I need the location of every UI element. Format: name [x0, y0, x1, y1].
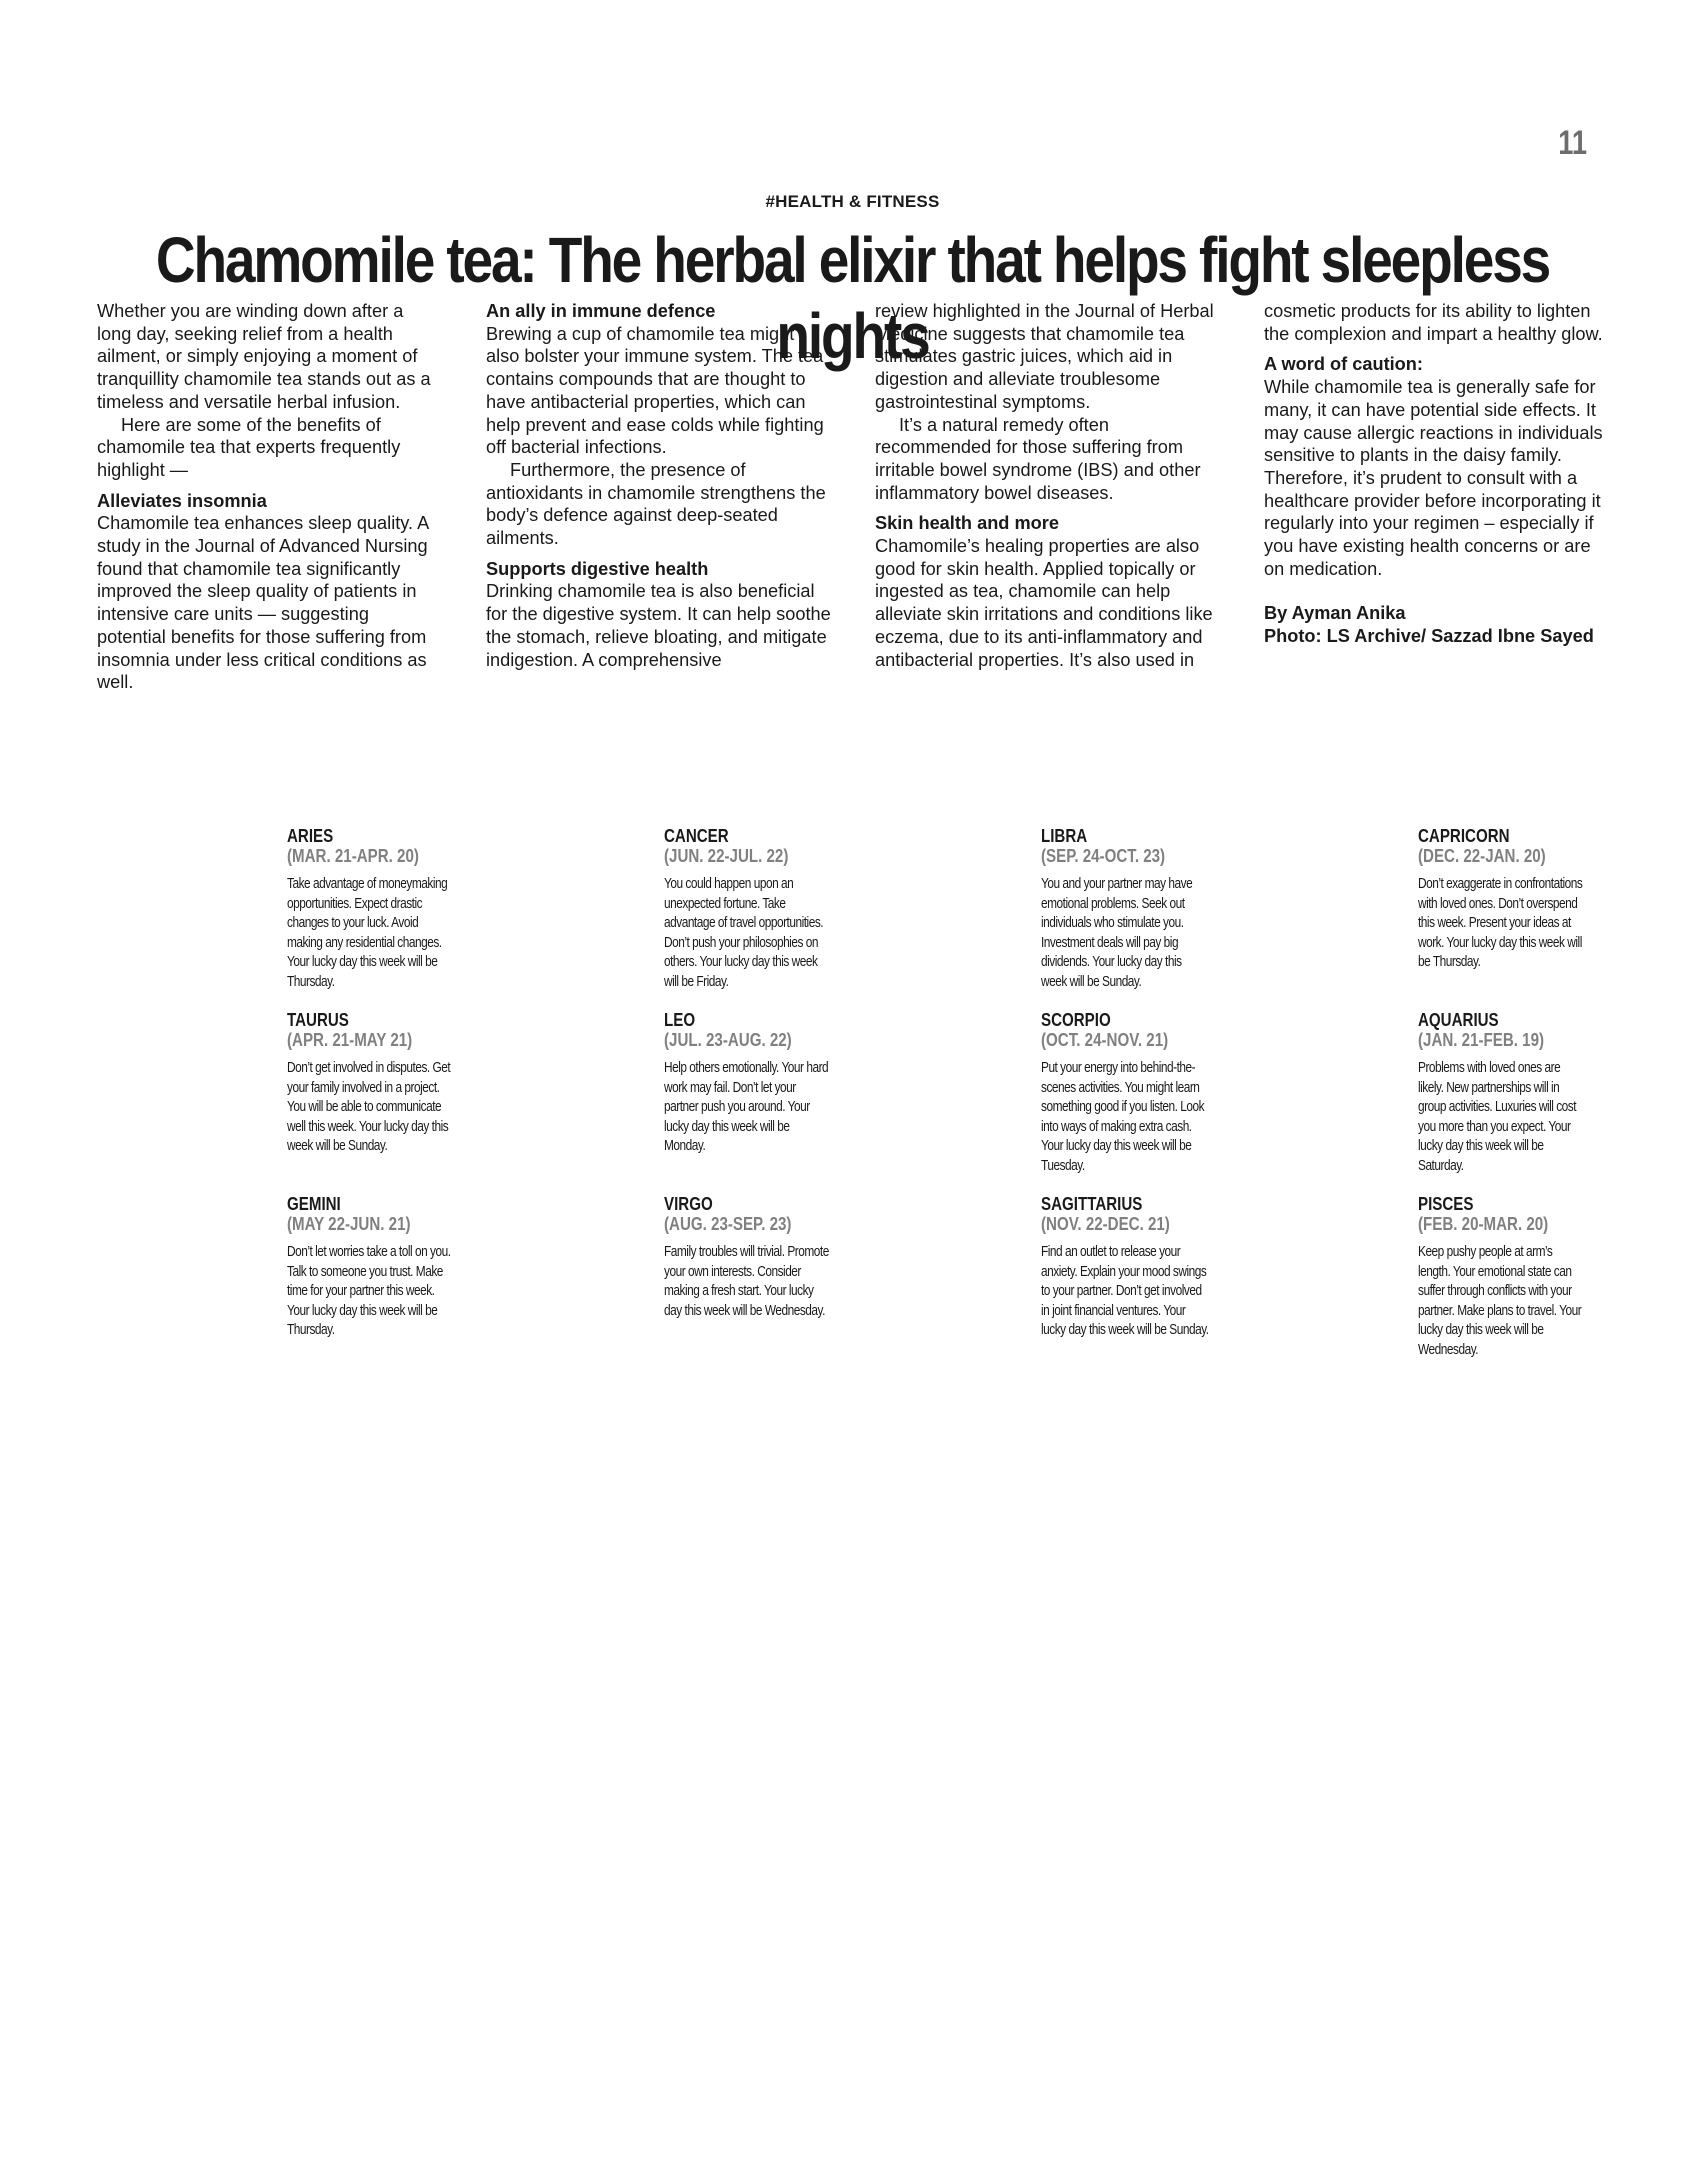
- paragraph: Here are some of the benefits of chamomile tea that experts frequently highlight —: [97, 414, 401, 480]
- sign-dates: (JAN. 21-FEB. 19): [1418, 1030, 1545, 1050]
- paragraph: Drinking chamomile tea is also beneficial for the digestive system. It can help soothe the stomach, relieve bloating, and mitigate indigestion. A comprehensive: [486, 581, 831, 670]
- sign-text: Take advantage of moneymaking opportunities. Expect drastic changes to your luck. Avoid making any residential changes. Your lucky day this week will be Thursday.: [287, 876, 448, 990]
- paragraph: Chamomile’s healing properties are also good for skin health. Applied topically or ingested as tea, chamomile can help alleviate skin irritations and conditions like eczema, due to its anti-inflammatory and antibacterial properties. It’s also used in: [875, 536, 1213, 670]
- author: By Ayman Anika: [1264, 603, 1406, 624]
- sign-name: PISCES: [1418, 1194, 1474, 1214]
- paragraph: Chamomile tea enhances sleep quality. A study in the Journal of Advanced Nursing found that chamomile tea significantly improved the sleep quality of patients in intensive care units — suggesting potential benefits for those suffering from insomnia under less critical conditions as well.: [97, 513, 429, 693]
- sign-dates: (AUG. 23-SEP. 23): [664, 1214, 792, 1234]
- sign-text: Keep pushy people at arm’s length. Your emotional state can suffer through conflicts with your partner. Make plans to travel. Your lucky day this week will be Wednesday.: [1418, 1244, 1582, 1358]
- paragraph: cosmetic products for its ability to lighten the complexion and impart a healthy glow.: [1264, 301, 1603, 344]
- horoscope-virgo: [664, 1194, 854, 1360]
- sign-text: You and your partner may have emotional problems. Seek out individuals who stimulate you. Investment deals will pay big dividends. Your lucky day this week will be Sunday.: [1041, 876, 1193, 990]
- sign-dates: (NOV. 22-DEC. 21): [1041, 1214, 1170, 1234]
- headline: Chamomile tea: The herbal elixir that helps fight sleepless nights: [155, 224, 1550, 372]
- horoscope-grid: [287, 826, 1617, 1360]
- paragraph: Furthermore, the presence of antioxidants in chamomile strengthens the body’s defence against deep-seated ailments.: [486, 459, 826, 549]
- horoscope-aquarius: [1418, 1010, 1608, 1176]
- horoscope-cancer: [664, 826, 854, 992]
- sign-name: VIRGO: [664, 1194, 713, 1214]
- sign-text: Don’t let worries take a toll on you. Talk to someone you trust. Make time for your partner this week. Your lucky day this week will be Thursday.: [287, 1244, 451, 1338]
- photo-credit: Photo: LS Archive/ Sazzad Ibne Sayed: [1264, 626, 1594, 647]
- sign-name: CAPRICORN: [1418, 826, 1510, 846]
- sign-text: Don’t get involved in disputes. Get your family involved in a project. You will be able to communicate well this week. Your lucky day this week will be Sunday.: [287, 1060, 451, 1154]
- horoscope-aries: [287, 826, 477, 992]
- subheading: An ally in immune defence: [486, 301, 716, 321]
- sign-dates: (JUN. 22-JUL. 22): [664, 846, 789, 866]
- horoscope-taurus: [287, 1010, 477, 1176]
- sign-name: CANCER: [664, 826, 729, 846]
- sign-text: Don’t exaggerate in confrontations with loved ones. Don’t overspend this week. Present your ideas at work. Your lucky day this week will be Thursday.: [1418, 876, 1583, 970]
- sign-text: You could happen upon an unexpected fortune. Take advantage of travel opportunities. Don’t push your philosophies on others. Your lucky day this week will be Friday.: [664, 876, 824, 990]
- sign-name: ARIES: [287, 826, 334, 846]
- sign-name: AQUARIUS: [1418, 1010, 1499, 1030]
- paragraph: review highlighted in the Journal of Herbal Medicine suggests that chamomile tea stimulates gastric juices, which aid in digestion and alleviate troublesome gastrointestinal symptoms.: [875, 301, 1214, 412]
- sign-name: LIBRA: [1041, 826, 1088, 846]
- byline: [1264, 602, 1609, 647]
- article-column-1: [97, 300, 442, 694]
- horoscope-libra: [1041, 826, 1231, 992]
- sign-text: Problems with loved ones are likely. New partnerships will in group activities. Luxuries will cost you more than you expect. Your lucky day this week will be Saturday.: [1418, 1060, 1577, 1174]
- horoscope-leo: [664, 1010, 854, 1176]
- paragraph: While chamomile tea is generally safe for many, it can have potential side effects. It may cause allergic reactions in individuals sensitive to plants in the daisy family. Therefore, it’s prudent to consult with a healthcare provider before incorporating it regularly into your regimen – especially if you have existing health concerns or are on medication.: [1264, 377, 1603, 579]
- horoscope-capricorn: [1418, 826, 1608, 992]
- sign-text: Find an outlet to release your anxiety. Explain your mood swings to your partner. Don’t get involved in joint financial ventures. Your lucky day this week will be Sunday.: [1041, 1244, 1209, 1338]
- horoscope-gemini: [287, 1194, 477, 1360]
- sign-dates: (OCT. 24-NOV. 21): [1041, 1030, 1169, 1050]
- horoscope-pisces: [1418, 1194, 1608, 1360]
- sign-dates: (MAR. 21-APR. 20): [287, 846, 419, 866]
- sign-dates: (APR. 21-MAY 21): [287, 1030, 413, 1050]
- paragraph: It’s a natural remedy often recommended for those suffering from irritable bowel syndrome (IBS) and other inflammatory bowel diseases.: [875, 414, 1201, 503]
- sign-text: Family troubles will trivial. Promote your own interests. Consider making a fresh start. Your lucky day this week will be Wednesday.: [664, 1244, 829, 1319]
- subheading: A word of caution:: [1264, 354, 1423, 375]
- section-tag: #HEALTH & FITNESS: [765, 192, 940, 211]
- subheading: Alleviates insomnia: [97, 490, 267, 511]
- subheading: Supports digestive health: [486, 558, 709, 579]
- paragraph: Whether you are winding down after a long day, seeking relief from a health ailment, or simply enjoying a moment of tranquillity chamomile tea stands out as a timeless and versatile herbal infusion.: [97, 301, 431, 412]
- sign-name: TAURUS: [287, 1010, 349, 1030]
- sign-dates: (JUL. 23-AUG. 22): [664, 1030, 792, 1050]
- article-column-4: [1264, 300, 1609, 694]
- sign-dates: (SEP. 24-OCT. 23): [1041, 846, 1166, 866]
- page-number: 11: [1558, 124, 1587, 162]
- sign-dates: (MAY 22-JUN. 21): [287, 1214, 411, 1234]
- sign-text: Put your energy into behind-the-scenes activities. You might learn something good if you listen. Look into ways of making extra cash. Your lucky day this week will be Tuesday.: [1041, 1060, 1205, 1174]
- sign-dates: (FEB. 20-MAR. 20): [1418, 1214, 1549, 1234]
- sign-name: LEO: [664, 1010, 696, 1030]
- article-column-2: [486, 300, 831, 694]
- horoscope-scorpio: [1041, 1010, 1231, 1176]
- article-column-3: [875, 300, 1220, 694]
- sign-name: GEMINI: [287, 1194, 341, 1214]
- subheading: Skin health and more: [875, 513, 1059, 534]
- sign-name: SAGITTARIUS: [1041, 1194, 1143, 1214]
- sign-text: Help others emotionally. Your hard work may fail. Don’t let your partner push you around. Your lucky day this week will be Monday.: [664, 1060, 829, 1154]
- article-body: [97, 300, 1611, 694]
- sign-dates: (DEC. 22-JAN. 20): [1418, 846, 1546, 866]
- sign-name: SCORPIO: [1041, 1010, 1111, 1030]
- horoscope-sagittarius: [1041, 1194, 1231, 1360]
- paragraph: Brewing a cup of chamomile tea might also bolster your immune system. The tea contains compounds that are thought to have antibacterial properties, which can help prevent and ease colds while fighting off bacterial infections.: [486, 323, 824, 458]
